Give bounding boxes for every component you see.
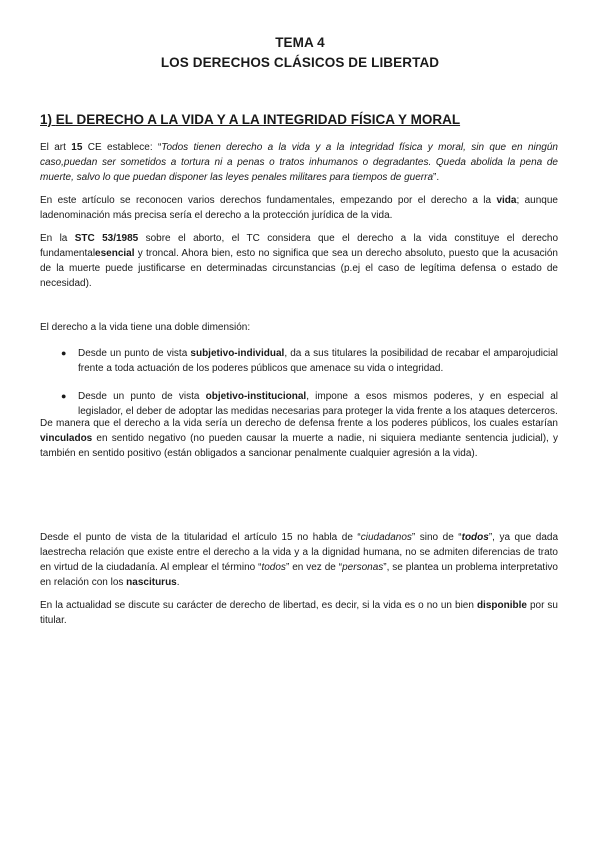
paragraph-defense xyxy=(40,416,558,461)
article-quote: Todos tienen derecho a la vida y a la integridad física y moral, sin que en ningún caso,puedan ser sometidos a tortura ni a penas o tratos inhumanos o degradantes. Queda abolida la pena de muerte, salvo lo que puedan disponer las leyes penales militares para tiempos de guerra xyxy=(40,142,558,183)
italic-term: personas xyxy=(342,562,384,573)
emphasis: vida xyxy=(496,195,517,206)
text: ” sino de “ xyxy=(411,532,462,543)
text: En este artículo se reconocen varios derechos fundamentales, empezando por el derecho a la xyxy=(40,195,497,206)
italic-term: todos xyxy=(261,562,286,573)
text: Desde un punto de vista xyxy=(78,391,206,402)
text: Desde un punto de vista xyxy=(78,348,191,359)
text: sobre el aborto, el TC considera que el derecho a la vida constituye el derecho fundamental xyxy=(40,233,559,259)
emphasis: subjetivo-individual xyxy=(190,348,285,359)
italic-term: todos xyxy=(461,532,489,543)
text: CE establece: “ xyxy=(82,142,162,153)
paragraph-article-15 xyxy=(40,140,558,185)
section-title: EL DERECHO A LA VIDA Y A LA INTEGRIDAD FÍSICA Y MORAL xyxy=(55,112,461,127)
text: El art xyxy=(40,142,72,153)
paragraph-stc xyxy=(40,231,558,291)
text: De manera que el derecho a la vida sería un derecho de defensa frente a los poderes públicos, los cuales estarían xyxy=(40,418,558,429)
paragraph-disponible xyxy=(40,598,558,628)
emphasis: nasciturus xyxy=(126,577,177,588)
text: ”. xyxy=(433,172,440,183)
document-subtitle: LOS DERECHOS CLÁSICOS DE LIBERTAD xyxy=(160,55,440,70)
text: , da a sus titulares la posibilidad de recabar el amparojudicial frente a toda actuación de los poderes públicos que amenace su vida o integridad. xyxy=(78,348,558,374)
document-title: TEMA 4 xyxy=(275,35,325,50)
text: en sentido negativo (no pueden causar la muerte a nadie, ni siquiera mediante sentencia judicial), y también en sentido positivo (están obligados a sancionar penalmente cualquier agresión a la vida). xyxy=(40,433,558,459)
bullet-icon: ● xyxy=(61,348,67,358)
bullet-icon: ● xyxy=(61,391,67,401)
text: y troncal. Ahora bien, esto no significa que sea un derecho absoluto, puesto que la acusación de la muerte puede justificarse en determinadas circunstancias (p.ej el caso de legítima defensa o estado de necesidad). xyxy=(40,248,558,289)
text: por su titular. xyxy=(40,600,558,626)
section-number: 1) xyxy=(40,112,53,127)
text: , impone a esos mismos poderes, y en especial al legislador, el deber de adoptar las medidas necesarias para proteger la vida frente a los ataques deterceros. xyxy=(78,391,558,417)
emphasis: STC 53/1985 xyxy=(74,233,139,244)
emphasis: objetivo-institucional xyxy=(205,391,307,402)
list-item xyxy=(61,346,558,376)
paragraph-dimension: El derecho a la vida tiene una doble dimensión: xyxy=(40,322,251,333)
emphasis: esencial xyxy=(95,248,135,259)
text: ” en vez de “ xyxy=(285,562,343,573)
text: En la actualidad se discute su carácter de derecho de libertad, es decir, si la vida es o no un bien xyxy=(40,600,477,611)
text: En la xyxy=(40,233,75,244)
text: ”, se plantea un problema interpretativo en relación con los xyxy=(40,562,558,588)
list-item xyxy=(61,389,558,419)
paragraph-rights xyxy=(40,193,558,223)
italic-term: ciudadanos xyxy=(360,532,412,543)
article-number: 15 xyxy=(71,142,83,153)
emphasis: disponible xyxy=(476,600,527,611)
text: Desde el punto de vista de la titularidad el artículo 15 no habla de “ xyxy=(40,532,361,543)
section-heading xyxy=(40,112,560,127)
emphasis: vinculados xyxy=(40,433,93,444)
text: . xyxy=(176,577,180,588)
paragraph-titularity xyxy=(40,530,558,590)
text: ; aunque ladenominación más precisa sería el derecho a la protección jurídica de la vida. xyxy=(40,195,558,221)
text: ”, ya que dada laestrecha relación que existe entre el derecho a la vida y a la dignidad humana, no se admiten diferencias de trato en virtud de la ciudadanía. Al emplear el término “ xyxy=(40,532,558,573)
